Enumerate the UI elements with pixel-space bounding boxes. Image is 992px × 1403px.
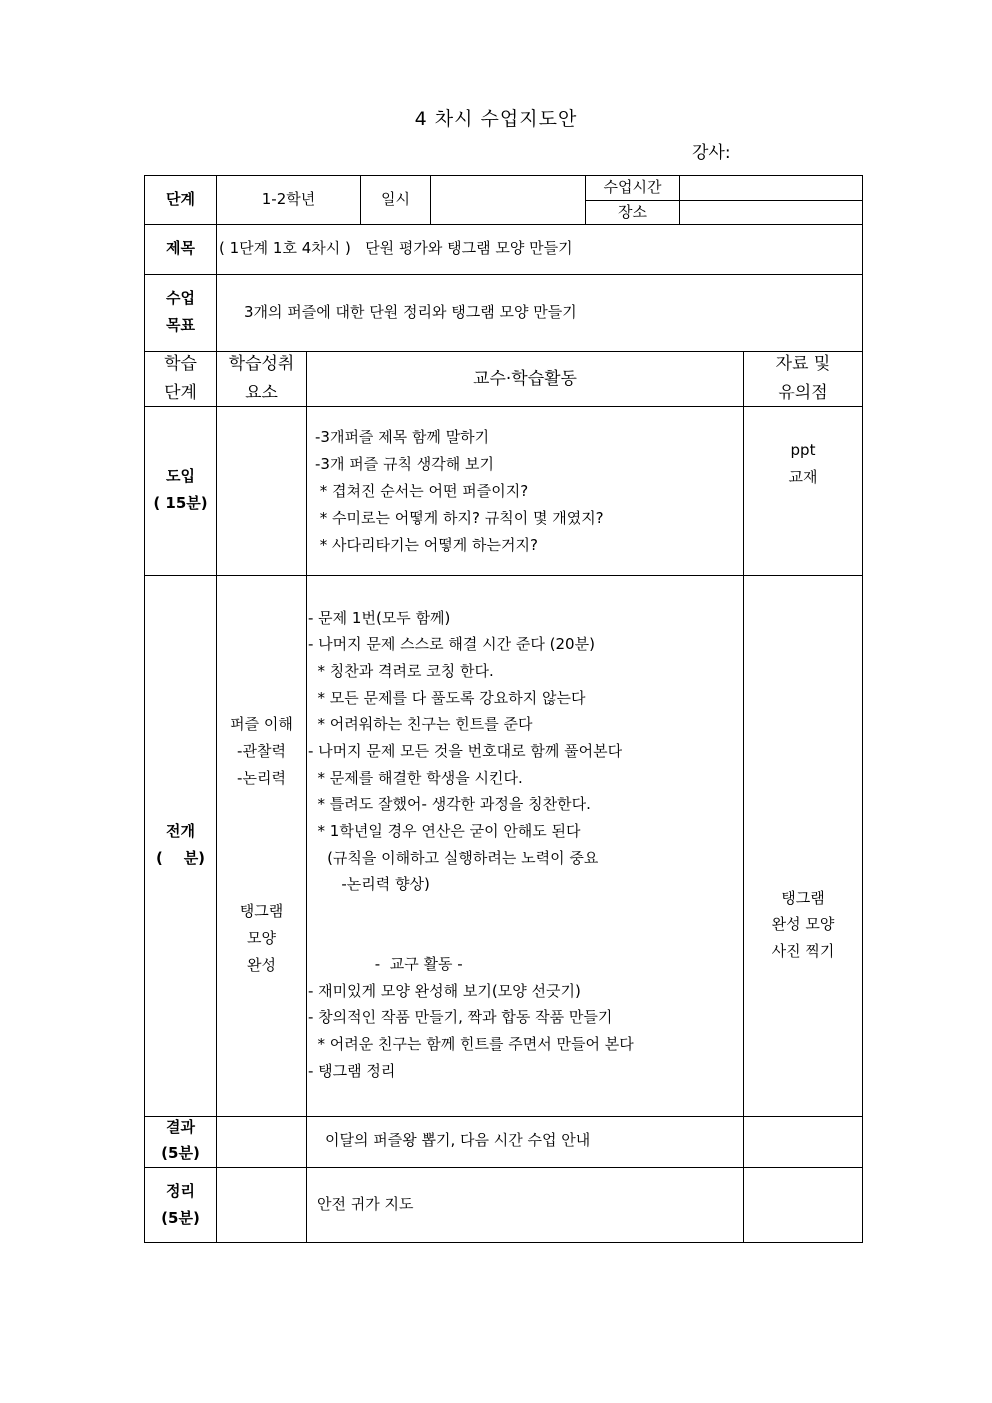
col-activity: 교수·학습활동 — [473, 369, 577, 389]
subject-label: 제목 — [166, 239, 195, 257]
goal-value: 3개의 퍼즐에 대한 단원 정리와 탱그램 모양 만들기 — [244, 303, 577, 321]
result-material-cell — [743, 1116, 863, 1168]
dev-activity-line: -논리력 향상) — [308, 875, 430, 893]
intro-activity-line: -3개퍼즐 제목 함께 말하기 — [315, 428, 490, 446]
dev-element-line: -관찰력 — [237, 742, 286, 760]
goal-label-line-2: 목표 — [166, 316, 195, 334]
col-stage-line-2: 단계 — [164, 383, 197, 403]
dev-activity-line: * 어려운 친구는 함께 힌트를 주면서 만들어 본다 — [308, 1035, 634, 1053]
subject-value: ( 1단계 1호 4차시 ) 단원 평가와 탱그램 모양 만들기 — [219, 239, 573, 257]
intro-stage-line-1: 도입 — [166, 467, 195, 485]
dev-activity-line: (규칙을 이해하고 실행하려는 노력이 중요 — [308, 849, 599, 867]
date-value-cell — [430, 175, 586, 225]
col-material-line-1: 자료 및 — [775, 354, 831, 374]
grade-value: 1-2학년 — [261, 190, 316, 208]
dev-stage-line-2: ( 분) — [155, 849, 206, 867]
intro-material-cell — [743, 406, 863, 576]
dev-material-line: 완성 모양 — [771, 915, 835, 933]
dev-element-line: 탱그램 — [239, 902, 284, 920]
dev-material-line: 사진 찍기 — [771, 942, 835, 960]
intro-activity-line: -3개 퍼즐 규칙 생각해 보기 — [315, 455, 494, 473]
dev-activity-line: * 틀려도 잘했어- 생각한 과정을 칭찬한다. — [308, 795, 591, 813]
closing-element-cell — [216, 1167, 307, 1243]
dev-activity-line: * 칭찬과 격려로 코칭 한다. — [308, 662, 494, 680]
place-label: 장소 — [618, 203, 647, 221]
closing-material-cell — [743, 1167, 863, 1243]
dev-activity-line: - 탱그램 정리 — [308, 1062, 396, 1080]
dev-activity-line: - 재미있게 모양 완성해 보기(모양 선긋기) — [308, 982, 581, 1000]
col-element-line-2: 요소 — [245, 383, 278, 403]
dev-activity-line: * 1학년일 경우 연산은 굳이 안해도 된다 — [308, 822, 581, 840]
dev-activity-line: - 문제 1번(모두 함께) — [308, 609, 451, 627]
dev-element-line: 완성 — [247, 956, 276, 974]
col-stage-line-1: 학습 — [164, 354, 197, 374]
time-label: 수업시간 — [603, 178, 662, 196]
dev-activity-line: - 나머지 문제 스스로 해결 시간 준다 (20분) — [308, 635, 595, 653]
goal-label-line-1: 수업 — [166, 289, 195, 307]
dev-element-line: 모양 — [247, 929, 276, 947]
closing-stage-line-2: (5분) — [161, 1209, 200, 1227]
stage-label: 단계 — [166, 190, 195, 208]
result-stage-line-2: (5분) — [161, 1144, 200, 1162]
date-label: 일시 — [381, 190, 410, 208]
dev-element-cell — [216, 575, 307, 1117]
intro-activity-line: * 겹쳐진 순서는 어떤 퍼즐이지? — [315, 482, 529, 500]
dev-activity-line: - 교구 활동 - — [308, 955, 463, 973]
place-value-cell — [679, 200, 863, 225]
dev-element-line: -논리력 — [237, 769, 286, 787]
col-material-line-2: 유의점 — [778, 383, 828, 403]
dev-material-line: 탱그램 — [781, 889, 825, 907]
intro-activity-line: * 수미로는 어떻게 하지? 규칙이 몇 개였지? — [315, 509, 604, 527]
dev-activity-line: * 모든 문제를 다 풀도록 강요하지 않는다 — [308, 689, 586, 707]
dev-activity-line: - 창의적인 작품 만들기, 짝과 합동 작품 만들기 — [308, 1008, 613, 1026]
dev-material-cell — [743, 575, 863, 1117]
dev-activity-line: * 문제를 해결한 학생을 시킨다. — [308, 769, 523, 787]
dev-stage-line-1: 전개 — [166, 822, 195, 840]
result-element-cell — [216, 1116, 307, 1168]
intro-element-cell — [216, 406, 307, 576]
time-value-cell — [679, 175, 863, 201]
instructor-label: 강사: — [692, 143, 731, 163]
intro-activity-line: * 사다리타기는 어떻게 하는거지? — [315, 536, 538, 554]
page-title: 4 차시 수업지도안 — [414, 108, 578, 130]
intro-material-line-2: 교재 — [788, 468, 818, 486]
col-element-line-1: 학습성취 — [228, 354, 295, 374]
intro-material-line-1: ppt — [790, 441, 816, 459]
dev-activity-line: - 나머지 문제 모든 것을 번호대로 함께 풀어본다 — [308, 742, 623, 760]
closing-stage-line-1: 정리 — [166, 1182, 195, 1200]
result-activity: 이달의 퍼즐왕 뽑기, 다음 시간 수업 안내 — [325, 1131, 591, 1149]
result-stage-line-1: 결과 — [166, 1118, 195, 1136]
dev-activity-line: * 어려워하는 친구는 힌트를 준다 — [308, 715, 533, 733]
intro-stage-line-2: ( 15분) — [153, 494, 208, 512]
closing-activity: 안전 귀가 지도 — [317, 1195, 414, 1213]
dev-element-line: 퍼즐 이해 — [230, 715, 293, 733]
